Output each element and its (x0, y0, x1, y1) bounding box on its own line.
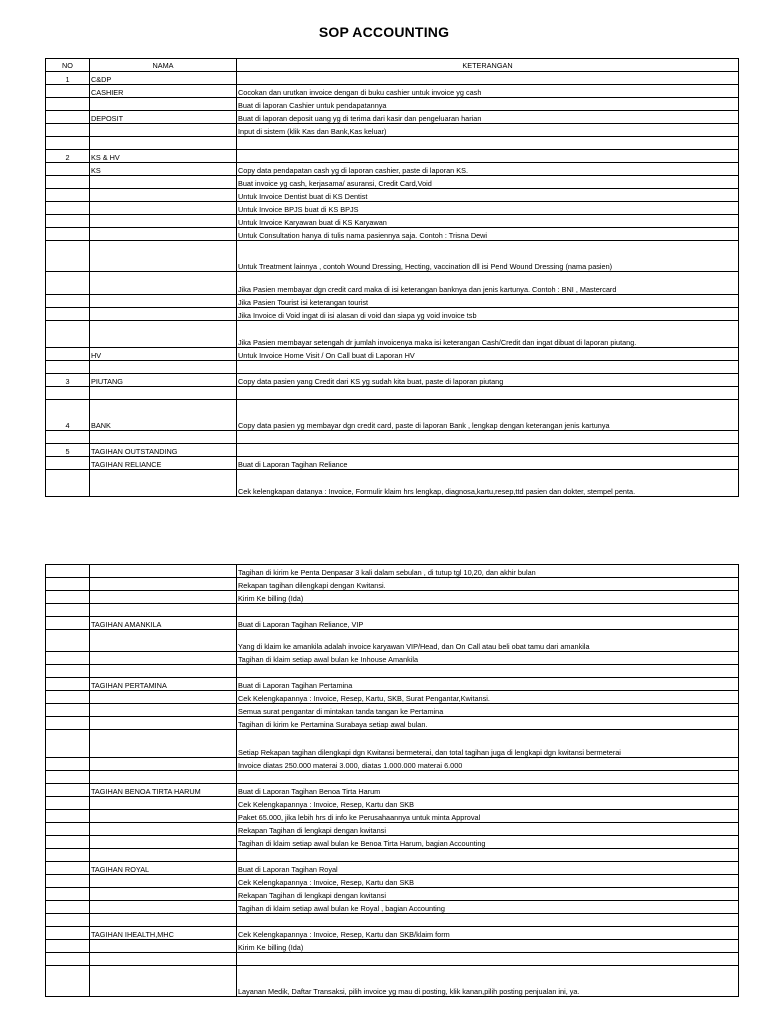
cell-nama (90, 361, 237, 374)
cell-no: 3 (46, 374, 90, 387)
cell-keterangan: Copy data pasien yg membayar dgn credit card, paste di laporan Bank , lengkap dengan keterangan jenis kartunya (237, 400, 739, 431)
cell-keterangan: Untuk Consultation hanya di tulis nama pasiennya saja. Contoh : Trisna Dewi (237, 228, 739, 241)
table-row (46, 387, 739, 400)
cell-nama (90, 966, 237, 997)
table-row (46, 901, 739, 914)
cell-keterangan: Untuk Invoice Home Visit / On Call buat di Laporan HV (237, 348, 739, 361)
table-row (46, 470, 739, 497)
cell-keterangan (237, 444, 739, 457)
cell-no (46, 124, 90, 137)
table-body-2 (46, 565, 739, 997)
table-row (46, 400, 739, 431)
cell-no: 2 (46, 150, 90, 163)
cell-no (46, 176, 90, 189)
table-row (46, 704, 739, 717)
table-row (46, 665, 739, 678)
cell-nama (90, 604, 237, 617)
table-row (46, 228, 739, 241)
cell-no (46, 215, 90, 228)
cell-keterangan (237, 387, 739, 400)
cell-nama (90, 849, 237, 862)
cell-no (46, 875, 90, 888)
cell-nama (90, 940, 237, 953)
cell-nama: TAGIHAN BENOA TIRTA HARUM (90, 784, 237, 797)
table-row (46, 914, 739, 927)
table-row (46, 630, 739, 652)
cell-keterangan: Buat di Laporan Tagihan Pertamina (237, 678, 739, 691)
cell-keterangan: Tagihan di klaim setiap awal bulan ke Inhouse Amankila (237, 652, 739, 665)
cell-keterangan: Tagihan di klaim setiap awal bulan ke Royal , bagian Accounting (237, 901, 739, 914)
table-row (46, 717, 739, 730)
table-row (46, 784, 739, 797)
table-row (46, 652, 739, 665)
cell-keterangan: Copy data pasien yang Credit dari KS yg sudah kita buat, paste di laporan piutang (237, 374, 739, 387)
cell-nama (90, 98, 237, 111)
table-row (46, 940, 739, 953)
table-row (46, 137, 739, 150)
cell-no: 1 (46, 72, 90, 85)
cell-keterangan (237, 150, 739, 163)
cell-keterangan: Cocokan dan urutkan invoice dengan di buku cashier untuk invoice yg cash (237, 85, 739, 98)
table-row (46, 617, 739, 630)
cell-nama (90, 771, 237, 784)
table-row (46, 176, 739, 189)
table-row (46, 953, 739, 966)
cell-keterangan: Buat invoice yg cash, kerjasama/ asuransi, Credit Card,Void (237, 176, 739, 189)
cell-nama (90, 953, 237, 966)
cell-keterangan: Buat di laporan Cashier untuk pendapatannya (237, 98, 739, 111)
cell-keterangan: Untuk Treatment lainnya , contoh Wound Dressing, Hecting, vaccination dll isi Pend Wound Dressing (nama pasien) (237, 241, 739, 272)
cell-nama (90, 914, 237, 927)
cell-no (46, 823, 90, 836)
table-row (46, 98, 739, 111)
table-body-1 (46, 72, 739, 497)
cell-keterangan (237, 137, 739, 150)
table-row (46, 758, 739, 771)
cell-no (46, 361, 90, 374)
cell-keterangan: Jika Invoice di Void ingat di isi alasan di void dan siapa yg void invoice tsb (237, 308, 739, 321)
page-title: SOP ACCOUNTING (318, 24, 450, 40)
table-row (46, 691, 739, 704)
cell-nama (90, 704, 237, 717)
cell-keterangan (237, 431, 739, 444)
cell-nama: TAGIHAN IHEALTH,MHC (90, 927, 237, 940)
cell-nama: DEPOSIT (90, 111, 237, 124)
table-row (46, 202, 739, 215)
cell-nama (90, 308, 237, 321)
table-row (46, 111, 739, 124)
table-row (46, 72, 739, 85)
cell-nama (90, 730, 237, 758)
cell-keterangan: Tagihan di kirim ke Pertamina Surabaya setiap awal bulan. (237, 717, 739, 730)
table-row (46, 591, 739, 604)
cell-nama (90, 124, 237, 137)
cell-no (46, 604, 90, 617)
cell-nama (90, 241, 237, 272)
cell-no (46, 678, 90, 691)
cell-nama: KS (90, 163, 237, 176)
cell-nama (90, 591, 237, 604)
cell-nama (90, 717, 237, 730)
cell-nama (90, 565, 237, 578)
cell-no (46, 836, 90, 849)
table-row (46, 321, 739, 348)
header-no: NO (46, 59, 90, 72)
table-row (46, 215, 739, 228)
cell-no (46, 810, 90, 823)
header-nama: NAMA (90, 59, 237, 72)
cell-no (46, 717, 90, 730)
table-row (46, 85, 739, 98)
cell-nama (90, 875, 237, 888)
table-row (46, 457, 739, 470)
cell-no (46, 953, 90, 966)
cell-keterangan: Kirim Ke billing (Ida) (237, 591, 739, 604)
cell-keterangan: Buat di Laporan Tagihan Reliance, VIP (237, 617, 739, 630)
cell-nama (90, 578, 237, 591)
table-row (46, 163, 739, 176)
cell-no (46, 387, 90, 400)
table-row (46, 797, 739, 810)
cell-keterangan (237, 771, 739, 784)
cell-keterangan: Paket 65.000, jika lebih hrs di info ke Perusahaannya untuk minta Approval (237, 810, 739, 823)
cell-keterangan: Buat di Laporan Tagihan Benoa Tirta Harum (237, 784, 739, 797)
cell-keterangan: Semua surat pengantar di mintakan tanda tangan ke Pertamina (237, 704, 739, 717)
cell-nama (90, 665, 237, 678)
cell-no (46, 771, 90, 784)
table-row (46, 295, 739, 308)
cell-keterangan: Cek Kelengkapannya : Invoice, Resep, Kartu dan SKB (237, 875, 739, 888)
cell-nama (90, 652, 237, 665)
cell-no (46, 241, 90, 272)
cell-nama: TAGIHAN AMANKILA (90, 617, 237, 630)
cell-nama: TAGIHAN OUTSTANDING (90, 444, 237, 457)
cell-nama: CASHIER (90, 85, 237, 98)
cell-no (46, 914, 90, 927)
cell-keterangan (237, 665, 739, 678)
cell-nama (90, 823, 237, 836)
cell-no (46, 137, 90, 150)
table-row (46, 241, 739, 272)
cell-nama (90, 321, 237, 348)
cell-keterangan: Jika Pasien membayar dgn credit card maka di isi keterangan banknya dan jenis kartunya. Contoh : BNI , Mastercard (237, 272, 739, 295)
cell-nama: TAGIHAN RELIANCE (90, 457, 237, 470)
cell-no (46, 630, 90, 652)
table-row (46, 308, 739, 321)
cell-no (46, 784, 90, 797)
sop-table-part-1 (45, 58, 739, 497)
cell-nama (90, 836, 237, 849)
cell-nama (90, 228, 237, 241)
cell-no (46, 862, 90, 875)
cell-nama (90, 901, 237, 914)
cell-no (46, 189, 90, 202)
table-row (46, 578, 739, 591)
table-row (46, 348, 739, 361)
table-row (46, 444, 739, 457)
table-row (46, 927, 739, 940)
table-row (46, 604, 739, 617)
cell-keterangan: Yang di klaim ke amankila adalah invoice karyawan VIP/Head, dan On Call atau beli obat tamu dari amankila (237, 630, 739, 652)
cell-no (46, 758, 90, 771)
cell-keterangan: Rekapan tagihan dilengkapi dengan Kwitansi. (237, 578, 739, 591)
table-row (46, 849, 739, 862)
cell-no (46, 730, 90, 758)
cell-nama (90, 176, 237, 189)
cell-keterangan: Rekapan Tagihan di lengkapi dengan kwitansi (237, 823, 739, 836)
table-row (46, 565, 739, 578)
cell-no (46, 888, 90, 901)
cell-nama: TAGIHAN PERTAMINA (90, 678, 237, 691)
cell-keterangan (237, 604, 739, 617)
cell-no (46, 704, 90, 717)
cell-no (46, 940, 90, 953)
cell-nama (90, 810, 237, 823)
cell-keterangan: Cek Kelengkapannya : Invoice, Resep, Kartu dan SKB (237, 797, 739, 810)
cell-nama (90, 189, 237, 202)
cell-nama: KS & HV (90, 150, 237, 163)
table-row (46, 361, 739, 374)
cell-nama: TAGIHAN ROYAL (90, 862, 237, 875)
cell-no (46, 927, 90, 940)
cell-keterangan: Buat di Laporan Tagihan Reliance (237, 457, 739, 470)
table-row (46, 823, 739, 836)
cell-keterangan (237, 849, 739, 862)
cell-no (46, 431, 90, 444)
cell-no (46, 295, 90, 308)
cell-nama (90, 888, 237, 901)
cell-nama (90, 137, 237, 150)
cell-no (46, 565, 90, 578)
table-row (46, 189, 739, 202)
cell-keterangan: Tagihan di klaim setiap awal bulan ke Benoa Tirta Harum, bagian Accounting (237, 836, 739, 849)
table-row (46, 374, 739, 387)
cell-keterangan: Untuk Invoice BPJS buat di KS BPJS (237, 202, 739, 215)
cell-no (46, 202, 90, 215)
cell-keterangan: Layanan Medik, Daftar Transaksi, pilih invoice yg mau di posting, klik kanan,pilih posting penjualan ini, ya. (237, 966, 739, 997)
cell-keterangan: Invoice diatas 250.000 materai 3.000, diatas 1.000.000 materai 6.000 (237, 758, 739, 771)
cell-no (46, 617, 90, 630)
cell-no (46, 308, 90, 321)
cell-keterangan: Buat di Laporan Tagihan Royal (237, 862, 739, 875)
cell-no (46, 321, 90, 348)
cell-keterangan: Cek kelengkapan datanya : Invoice, Formulir klaim hrs lengkap, diagnosa,kartu,resep,ttd pasien dan dokter, stempel penta. (237, 470, 739, 497)
cell-no (46, 901, 90, 914)
cell-nama: C&DP (90, 72, 237, 85)
cell-nama (90, 431, 237, 444)
cell-nama (90, 470, 237, 497)
cell-no (46, 98, 90, 111)
cell-keterangan: Jika Pasien membayar setengah dr jumlah invoicenya maka isi keterangan Cash/Credit dan ingat dibuat di laporan piutang. (237, 321, 739, 348)
cell-keterangan (237, 953, 739, 966)
cell-keterangan: Cek Kelengkapannya : Invoice, Resep, Kartu, SKB, Surat Pengantar,Kwitansi. (237, 691, 739, 704)
cell-nama (90, 758, 237, 771)
cell-keterangan: Input di sistem (klik Kas dan Bank,Kas keluar) (237, 124, 739, 137)
cell-nama (90, 691, 237, 704)
cell-nama (90, 387, 237, 400)
table-row (46, 771, 739, 784)
table-row (46, 888, 739, 901)
cell-no (46, 470, 90, 497)
table-row (46, 875, 739, 888)
cell-keterangan: Tagihan di kirim ke Penta Denpasar 3 kali dalam sebulan , di tutup tgl 10,20, dan akhir bulan (237, 565, 739, 578)
cell-nama (90, 215, 237, 228)
cell-nama (90, 202, 237, 215)
cell-no (46, 272, 90, 295)
cell-keterangan (237, 361, 739, 374)
table-row (46, 810, 739, 823)
cell-no (46, 457, 90, 470)
table-row (46, 150, 739, 163)
cell-no (46, 348, 90, 361)
table-row (46, 678, 739, 691)
cell-no (46, 578, 90, 591)
cell-nama: HV (90, 348, 237, 361)
cell-keterangan: Rekapan Tagihan di lengkapi dengan kwitansi (237, 888, 739, 901)
cell-no (46, 111, 90, 124)
cell-keterangan (237, 72, 739, 85)
cell-no (46, 849, 90, 862)
table-row (46, 730, 739, 758)
cell-no (46, 665, 90, 678)
cell-no (46, 591, 90, 604)
cell-no (46, 228, 90, 241)
cell-keterangan: Buat di laporan deposit uang yg di terima dari kasir dan pengeluaran harian (237, 111, 739, 124)
sop-table-part-2 (45, 564, 739, 997)
table-row (46, 431, 739, 444)
cell-keterangan: Setiap Rekapan tagihan dilengkapi dgn Kwitansi bermeterai, dan total tagihan juga di lengkapi dgn kwitansi bermeterai (237, 730, 739, 758)
cell-nama: PIUTANG (90, 374, 237, 387)
table-row (46, 862, 739, 875)
header-row (46, 59, 739, 72)
cell-nama: BANK (90, 400, 237, 431)
table-row (46, 272, 739, 295)
cell-no: 4 (46, 400, 90, 431)
table-row (46, 966, 739, 997)
header-keterangan: KETERANGAN (237, 59, 739, 72)
cell-no (46, 652, 90, 665)
cell-keterangan: Cek Kelengkapannya : Invoice, Resep, Kartu dan SKB/klaim form (237, 927, 739, 940)
cell-nama (90, 272, 237, 295)
cell-keterangan (237, 914, 739, 927)
cell-keterangan: Untuk Invoice Karyawan buat di KS Karyawan (237, 215, 739, 228)
cell-no (46, 691, 90, 704)
cell-nama (90, 295, 237, 308)
table-row (46, 124, 739, 137)
cell-no (46, 163, 90, 176)
cell-no (46, 85, 90, 98)
cell-no (46, 966, 90, 997)
cell-keterangan: Untuk Invoice Dentist buat di KS Dentist (237, 189, 739, 202)
table-row (46, 836, 739, 849)
cell-nama (90, 797, 237, 810)
cell-no: 5 (46, 444, 90, 457)
cell-keterangan: Kirim Ke billing (Ida) (237, 940, 739, 953)
cell-no (46, 797, 90, 810)
cell-keterangan: Jika Pasien Tourist isi keterangan tourist (237, 295, 739, 308)
cell-nama (90, 630, 237, 652)
cell-keterangan: Copy data pendapatan cash yg di laporan cashier, paste di laporan KS. (237, 163, 739, 176)
